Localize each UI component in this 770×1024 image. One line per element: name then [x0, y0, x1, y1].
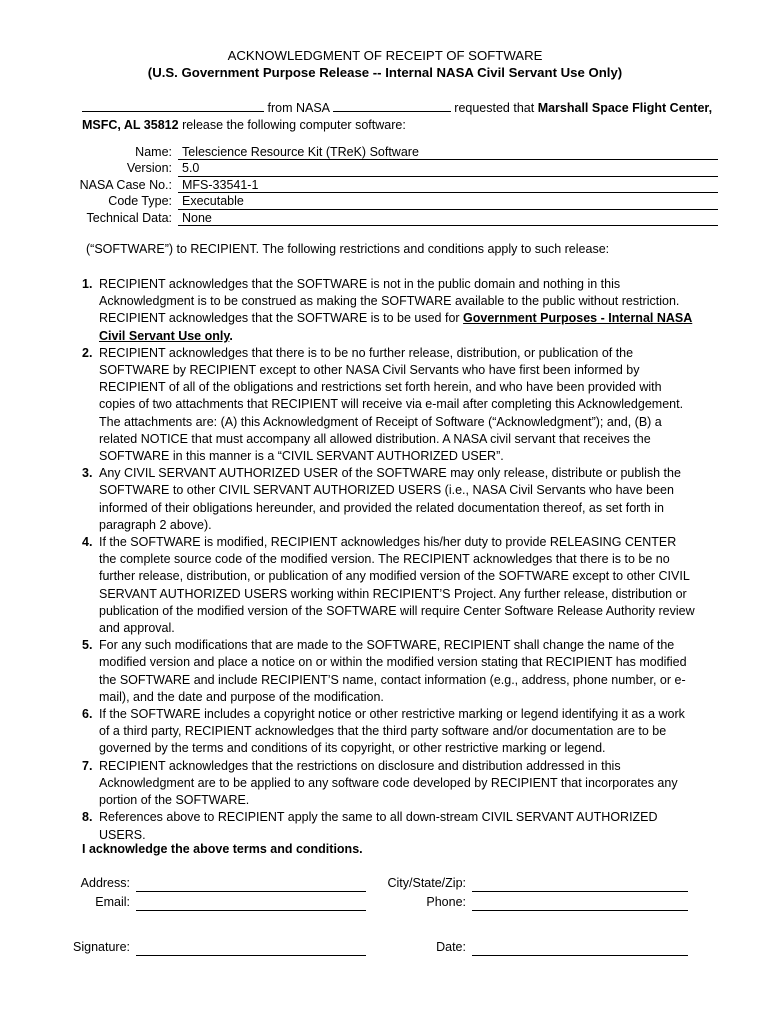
case-number-value: MFS-33541-1 — [178, 177, 718, 193]
center-address: MSFC, AL 35812 — [82, 118, 179, 133]
term-number: 1. — [82, 277, 93, 291]
term-number: 8. — [82, 810, 93, 825]
term-text: References above to RECIPIENT apply the same to all down-stream CIVIL SERVANT AUTHORIZED USERS. — [99, 810, 658, 842]
term-item — [82, 534, 696, 637]
term-text: If the SOFTWARE is modified, RECIPIENT acknowledges his/her duty to provide RELEASING CENTER the complete source code of the modified version. The RECIPIENT acknowledges that there is to be no further release, distribution, or publication of any modified version of the SOFTWARE except to other CIVIL SERVANT AUTHORIZED USERS working within RECIPIENT’S Project. Any further release, distribution or publication of the modified version of the SOFTWARE will require Center Software Release Authority review and approval. — [99, 535, 695, 636]
signature-label: Signature: — [73, 940, 130, 954]
software-fields — [60, 144, 720, 226]
field-label: Version: — [126, 161, 172, 176]
term-text: For any such modifications that are made to the SOFTWARE, RECIPIENT shall change the name of the modified version and place a notice on or within the modified version stating that RECIPIENT has modified the SOFTWARE and include RECIPIENT’S name, contact information (e.g., address, phone number, or e-mail), and the date and purpose of the modification. — [99, 638, 687, 704]
requester-name-blank[interactable] — [82, 98, 264, 112]
address-input[interactable] — [136, 877, 366, 892]
phone-field — [370, 894, 688, 911]
document-title: ACKNOWLEDGMENT OF RECEIPT OF SOFTWARE — [227, 48, 543, 63]
email-input[interactable] — [136, 896, 366, 911]
signature-field — [60, 939, 366, 956]
terms-list — [82, 276, 696, 844]
requester-org-blank[interactable] — [333, 98, 451, 112]
term-item — [82, 809, 696, 843]
field-row-name — [60, 144, 720, 160]
center-name: Marshall Space Flight Center, — [537, 101, 713, 115]
term-text: RECIPIENT acknowledges that the restrictions on disclosure and distribution addressed in this Acknowledgment are to be applied to any software code developed by RECIPIENT that incorporates any portion of the SOFTWARE. — [99, 758, 678, 808]
term-text: If the SOFTWARE includes a copyright notice or other restrictive marking or legend identifying it as a work of a third party, RECIPIENT acknowledges that the third party software and/or documentation are to be governed by the terms and conditions of its copyright, or other restrictive marking or legend. — [99, 707, 685, 756]
acknowledge-statement: I acknowledge the above terms and conditions. — [82, 842, 363, 856]
address-label: Address: — [80, 876, 130, 890]
term-text: RECIPIENT acknowledges that there is to be no further release, distribution, or publication of the SOFTWARE by RECIPIENT except to other NASA Civil Servants who have first been informed by RECIPIENT of all of the obligations and restrictions set forth herein, and who have been provided with copies of two attachments that RECIPIENT will receive via e-mail after completing this Acknowledgement. The attachments are: (A) this Acknowledgment of Receipt of Software (“Acknowledgment”); and, (B) a related NOTICE that must accompany all allowed distribution. A NASA civil servant that receives the SOFTWARE in this manner is a “CIVIL SERVANT AUTHORIZED USER”. — [99, 345, 684, 464]
intro-paragraph — [82, 98, 722, 134]
field-row-technical-data — [60, 210, 720, 226]
field-label: Code Type: — [108, 194, 172, 209]
term-tail: . — [229, 328, 233, 343]
term-number: 3. — [82, 466, 93, 481]
software-name-value: Telescience Resource Kit (TReK) Software — [178, 144, 718, 160]
date-field — [370, 939, 688, 956]
term-text: RECIPIENT acknowledges that the SOFTWARE is not in the public domain and nothing in this Acknowledgment is to be construed as making the SOFTWARE available to the public without restriction. RECIPIENT acknowledges that the SOFTWARE is to be used for — [99, 277, 680, 326]
software-statement: (“SOFTWARE”) to RECIPIENT. The following restrictions and conditions apply to such release: — [86, 242, 610, 256]
term-emphasis: Government Purposes - Internal NASA Civil Servant Use only — [99, 311, 693, 343]
address-field — [60, 875, 366, 892]
email-label: Email: — [95, 895, 130, 909]
code-type-value: Executable — [178, 193, 718, 209]
city-state-zip-input[interactable] — [472, 877, 688, 892]
term-number: 7. — [82, 758, 93, 773]
field-label: Technical Data: — [86, 210, 172, 225]
software-version-value: 5.0 — [178, 160, 718, 176]
term-item — [82, 637, 696, 706]
term-item — [82, 758, 696, 810]
technical-data-value: None — [178, 210, 718, 226]
term-number: 2. — [82, 345, 93, 360]
release-text: release the following computer software: — [182, 118, 406, 133]
email-field — [60, 894, 366, 911]
date-label: Date: — [436, 940, 466, 954]
term-item — [82, 706, 696, 758]
term-item — [82, 465, 696, 534]
date-input[interactable] — [472, 941, 688, 956]
requested-text: requested that — [454, 101, 535, 115]
term-text: Any CIVIL SERVANT AUTHORIZED USER of the SOFTWARE may only release, distribute or publish the SOFTWARE to other CIVIL SERVANT AUTHORIZED USERS (i.e., NASA Civil Servants who have been informed of their obligations hereunder, and provided the related documentation thereof, as set forth in paragraph 2 above). — [99, 466, 681, 532]
term-number: 4. — [82, 535, 93, 550]
term-number: 5. — [82, 638, 93, 653]
phone-input[interactable] — [472, 896, 688, 911]
field-label: NASA Case No.: — [79, 177, 172, 192]
field-row-version — [60, 160, 720, 176]
field-row-code-type — [60, 193, 720, 209]
phone-label: Phone: — [426, 895, 466, 909]
city-state-zip-field — [370, 875, 688, 892]
document-subtitle: (U.S. Government Purpose Release -- Internal NASA Civil Servant Use Only) — [147, 65, 623, 80]
signature-input[interactable] — [136, 941, 366, 956]
from-nasa-text: from NASA — [267, 101, 330, 115]
term-number: 6. — [82, 707, 93, 722]
city-state-zip-label: City/State/Zip: — [387, 876, 466, 890]
term-item — [82, 276, 696, 345]
field-label: Name: — [135, 145, 172, 159]
term-item — [82, 345, 696, 465]
field-row-case-no — [60, 177, 720, 193]
